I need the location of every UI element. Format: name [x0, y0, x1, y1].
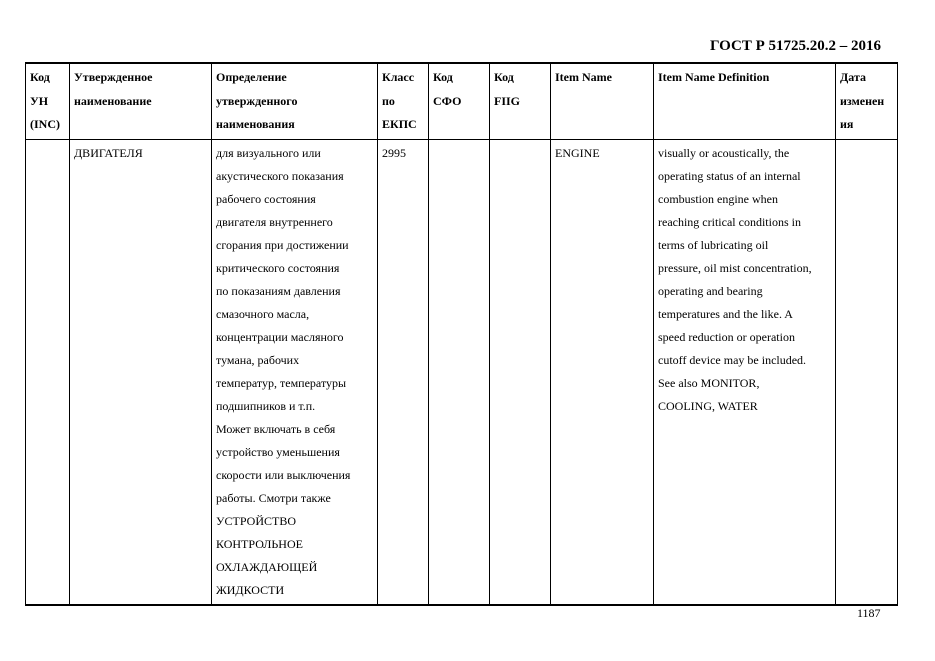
header-line: Код [494, 70, 514, 84]
definition-line: температур, температуры [216, 375, 347, 390]
header-class-ekps [378, 63, 429, 139]
definition-line: акустического показания [216, 168, 344, 183]
definition-line: критического состояния [216, 260, 340, 275]
header-line: Код [30, 70, 50, 84]
definition-line: temperatures and the like. A [658, 306, 793, 321]
header-line: наименование [74, 93, 152, 108]
definition-line: концентрации масляного [216, 329, 344, 344]
header-line: (INC) [30, 117, 60, 131]
header-inc-code [26, 63, 70, 139]
definition-line: COOLING, WATER [658, 398, 758, 413]
page-number: 1187 [857, 606, 881, 620]
definition-line: для визуального или [216, 145, 321, 160]
definition-line: terms of lubricating oil [658, 237, 769, 252]
header-line: СФО [433, 93, 462, 108]
definition-line: operating and bearing [658, 283, 763, 298]
definition-line: подшипников и т.п. [216, 398, 316, 413]
cell-item-name-definition [654, 139, 836, 605]
definition-line: speed reduction or operation [658, 329, 795, 344]
header-line: ЕКПС [382, 117, 417, 131]
definition-line: смазочного масла, [216, 306, 310, 321]
header-fiig-code [490, 63, 551, 139]
cell-fiig-code [490, 139, 551, 605]
header-line: Класс [382, 70, 415, 84]
header-definition-ru [212, 63, 378, 139]
definition-line: Может включать в себя [216, 421, 336, 436]
header-line: наименования [216, 117, 295, 131]
header-line: Дата [840, 70, 866, 84]
header-line: Утвержденное [74, 70, 153, 84]
header-item-name-definition [654, 63, 836, 139]
header-line: Код [433, 70, 453, 84]
header-approved-name [70, 63, 212, 139]
definition-line: сгорания при достижении [216, 237, 349, 252]
definition-line: тумана, рабочих [216, 352, 300, 367]
definition-line: cutoff device may be included. [658, 352, 807, 367]
document-code: ГОСТ Р 51725.20.2 – 2016 [710, 38, 882, 54]
definition-line: ОХЛАЖДАЮЩЕЙ [216, 559, 318, 574]
definition-line: скорости или выключения [216, 467, 351, 482]
definition-line: reaching critical conditions in [658, 214, 801, 229]
header-line: изменен [840, 93, 885, 108]
table-row [26, 139, 898, 605]
definition-line: УСТРОЙСТВО [216, 513, 296, 528]
header-line: утвержденного [216, 93, 298, 108]
header-line: Item Name [555, 70, 612, 84]
cell-change-date [836, 139, 898, 605]
definition-line: устройство уменьшения [216, 444, 340, 459]
header-item-name [551, 63, 654, 139]
definition-line: ЖИДКОСТИ [216, 582, 285, 597]
definition-line: работы. Смотри также [216, 490, 331, 505]
definition-line: по показаниям давления [216, 283, 341, 298]
definition-line: visually or acoustically, the [658, 145, 790, 160]
table-header-row [26, 63, 898, 139]
header-line: FIIG [494, 93, 521, 108]
definition-line: двигателя внутреннего [216, 214, 333, 229]
header-line: Определение [216, 70, 287, 84]
header-change-date [836, 63, 898, 139]
header-sfo-code [429, 63, 490, 139]
definition-line: КОНТРОЛЬНОЕ [216, 536, 303, 551]
catalog-table [25, 62, 898, 606]
cell-sfo-code [429, 139, 490, 605]
definition-line: combustion engine when [658, 191, 778, 206]
cell-definition-ru [212, 139, 378, 605]
cell-approved-name: ДВИГАТЕЛЯ [70, 139, 212, 605]
header-line: Item Name Definition [658, 70, 770, 84]
definition-line: pressure, oil mist concentration, [658, 260, 812, 275]
header-line: по [382, 93, 395, 108]
definition-line: operating status of an internal [658, 168, 801, 183]
header-line: ия [840, 117, 854, 131]
definition-line: рабочего состояния [216, 191, 316, 206]
cell-inc-code [26, 139, 70, 605]
cell-item-name: ENGINE [551, 139, 654, 605]
cell-class-ekps: 2995 [378, 139, 429, 605]
header-line: УН [30, 93, 49, 108]
definition-line: See also MONITOR, [658, 375, 760, 390]
